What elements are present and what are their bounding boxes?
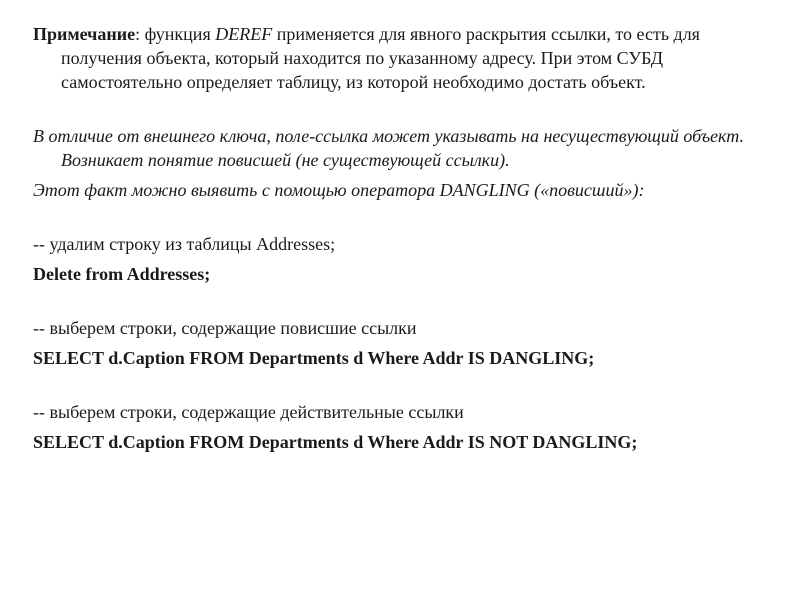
code-comment-dangling: -- выберем строки, содержащие повисшие ссылки [33, 318, 417, 338]
code-comment-not-dangling: -- выберем строки, содержащие действительные ссылки [33, 402, 464, 422]
code-statement-dangling: SELECT d.Caption FROM Departments d Where Addr IS DANGLING; [33, 348, 595, 368]
code-statement-delete: Delete from Addresses; [33, 264, 211, 284]
code-comment-delete: -- удалим строку из таблицы Addresses; [33, 234, 336, 254]
deref-function-name: DEREF [215, 24, 273, 44]
note-paragraph [33, 22, 760, 94]
note-label: Примечание [33, 24, 136, 44]
spacer [33, 202, 760, 232]
spacer [33, 94, 760, 124]
spacer [33, 286, 760, 316]
dangling-explanation: В отличие от внешнего ключа, поле-ссылка может указывать на несуществующий объект. Возникает понятие повисшей (не существующей ссылки). [33, 126, 744, 170]
spacer [33, 370, 760, 400]
code-statement-not-dangling: SELECT d.Caption FROM Departments d Where Addr IS NOT DANGLING; [33, 432, 638, 452]
dangling-operator-intro: Этот факт можно выявить с помощью оператора DANGLING («повисший»): [33, 180, 645, 200]
note-text-1: : функция [135, 24, 216, 44]
note-text-2: применяется для явного раскрытия ссылки, то есть для получения объекта, который находится по указанному адресу. При этом СУБД самостоятельно определяет таблицу, из которой необходимо достать объект. [61, 24, 700, 92]
